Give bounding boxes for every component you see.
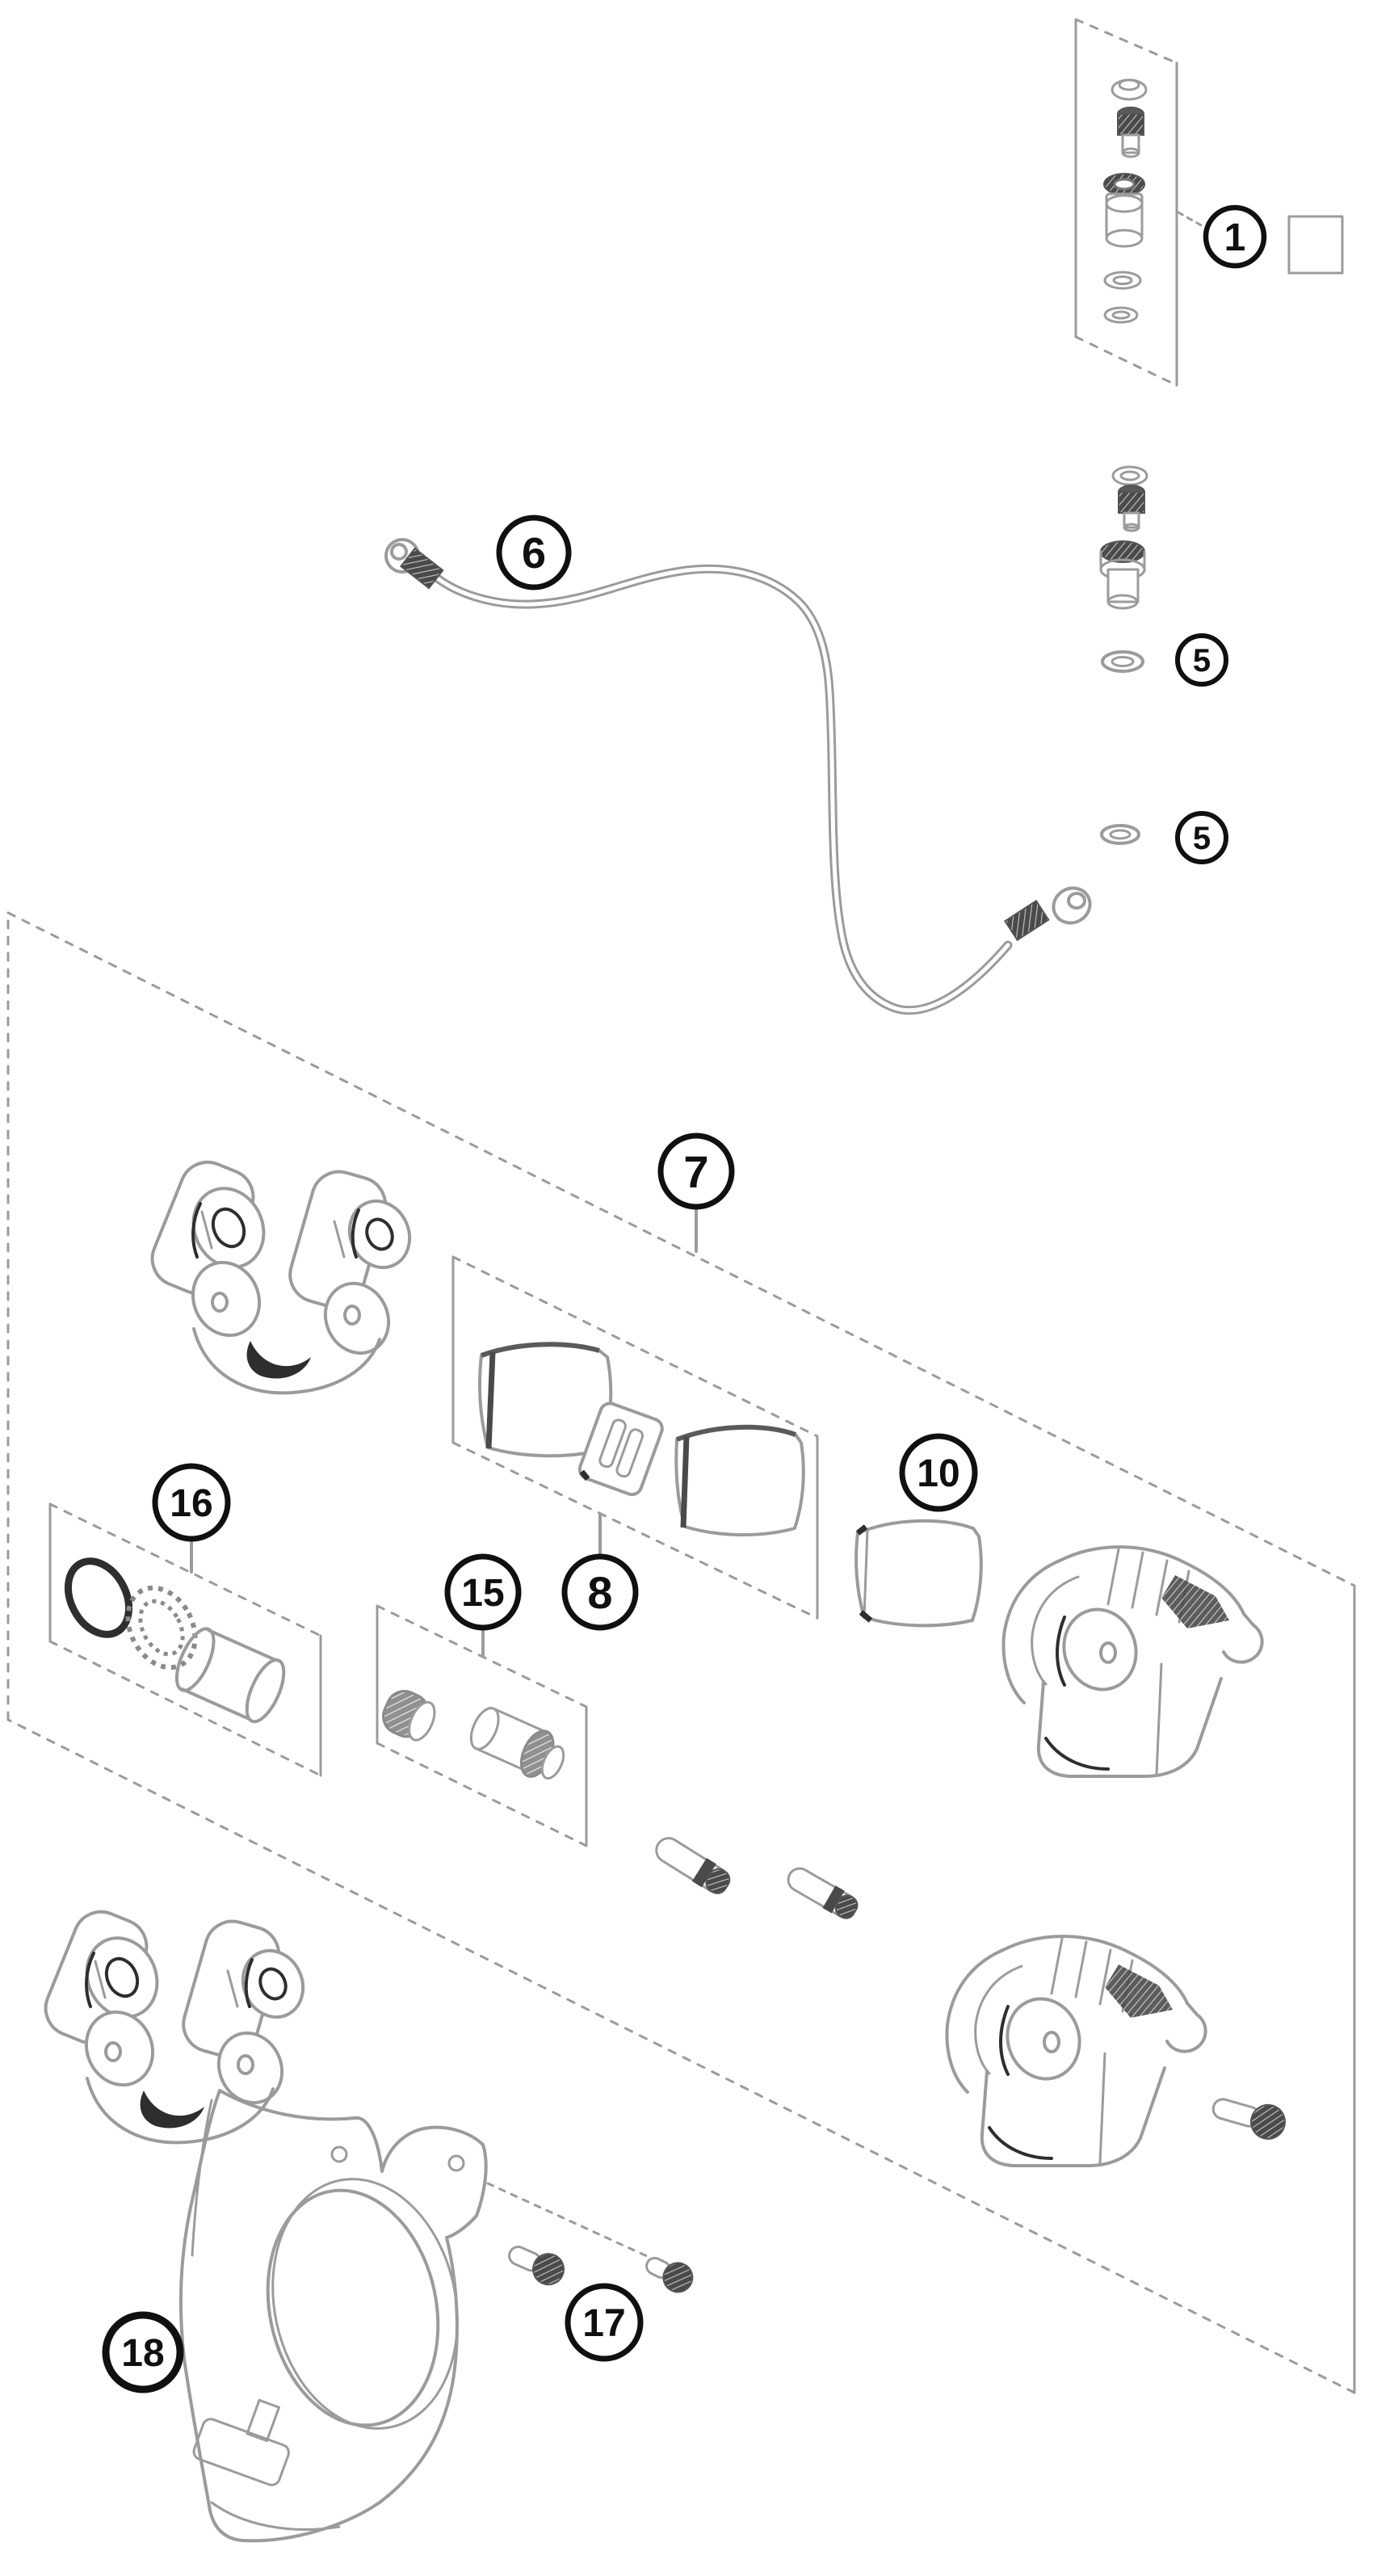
- guard-bolt-1: [504, 2238, 569, 2290]
- svg-text:8: 8: [587, 1567, 613, 1618]
- hose-ferrule-lower: [1005, 901, 1048, 940]
- sealing-washer-upper: [1102, 652, 1143, 671]
- callout-18[interactable]: [106, 2315, 180, 2389]
- bleeder-cap: [1112, 80, 1146, 99]
- svg-text:15: 15: [461, 1572, 505, 1615]
- svg-text:17: 17: [582, 2302, 626, 2345]
- svg-text:6: 6: [521, 529, 547, 578]
- callout-1[interactable]: [1206, 208, 1264, 266]
- callout-5-lower[interactable]: [1178, 813, 1226, 862]
- banjo-bolt: [1101, 541, 1144, 608]
- guard-bolt-2: [641, 2250, 698, 2297]
- svg-text:10: 10: [917, 1452, 960, 1495]
- callout-7[interactable]: [661, 1136, 732, 1207]
- brake-pad-single: [856, 1521, 981, 1626]
- caliper-carrier-lower: [37, 1904, 313, 2143]
- svg-text:5: 5: [1192, 821, 1211, 856]
- caliper-piston: [170, 1624, 292, 1726]
- svg-text:7: 7: [683, 1146, 709, 1197]
- svg-text:1: 1: [1224, 216, 1246, 259]
- callout-6[interactable]: [499, 518, 569, 587]
- brake-pad-right: [676, 1427, 804, 1535]
- hose-fitting-kit: [1104, 174, 1144, 246]
- guide-sleeve-bolt: [464, 1704, 571, 1787]
- callout-16[interactable]: [155, 1466, 228, 1539]
- callout-8[interactable]: [565, 1557, 636, 1628]
- legend-swatch[interactable]: [1289, 216, 1342, 273]
- svg-text:18: 18: [121, 2332, 165, 2375]
- guide-bushing: [377, 1686, 440, 1746]
- brake-caliper-upper: [1003, 1547, 1262, 1776]
- brake-hose: [386, 540, 1096, 1011]
- callout-10[interactable]: [902, 1436, 975, 1509]
- callout-15[interactable]: [447, 1557, 519, 1628]
- callout-5-upper[interactable]: [1178, 636, 1226, 684]
- bleeder-cap-ring: [1113, 467, 1147, 485]
- sealing-washer-lower: [1102, 826, 1139, 843]
- pad-pin-2: [783, 1863, 862, 1923]
- brake-caliper-lower: [947, 1936, 1205, 2166]
- svg-text:16: 16: [170, 1482, 213, 1525]
- pad-pin-1: [651, 1832, 734, 1898]
- caliper-carrier-upper: [144, 1154, 420, 1393]
- caliper-mount-bolt: [1209, 2090, 1289, 2142]
- piston-kit-box: [50, 1504, 321, 1775]
- bleeder-screw: [1119, 485, 1144, 531]
- callout-17[interactable]: [568, 2286, 640, 2359]
- brake-disc-guard: [181, 2091, 486, 2540]
- o-ring-kit: [1105, 272, 1140, 322]
- svg-text:5: 5: [1192, 643, 1211, 679]
- bleeder-screw-kit: [1118, 107, 1144, 157]
